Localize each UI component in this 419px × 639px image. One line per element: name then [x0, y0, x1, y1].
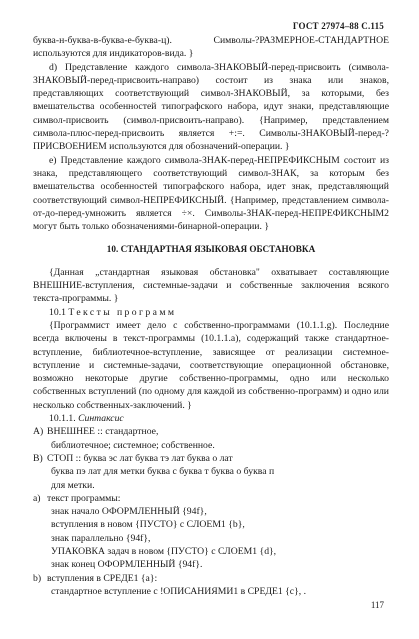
- subsection-heading: [33, 306, 389, 319]
- rule-mark: B): [33, 452, 43, 464]
- rule-mark: b): [33, 572, 42, 584]
- rule-text: вступления в новом {ПУСТО} с СЛОЕМ1 {b},: [51, 519, 245, 531]
- rule-line: [33, 479, 389, 492]
- rule-line: [33, 505, 389, 518]
- paragraph-e: е) Представление каждого символа-ЗНАК-перед-НЕПРЕФИКСНЫМ состоит из знака, представляющего соответствующий символ-ЗНАК, за которым без вмешательства особенностей типографского набора, идет знак, представляющий соответствующий символ-НЕПРЕФИКСНЫЙ. {Например, представлением символа-от-до-перед-умножить является ÷×. Символы-ЗНАК-перед-НЕПРЕФИКСНЫМ2 могут быть только обозначениями-бинарной-операции. }: [33, 154, 389, 233]
- rule-line: [33, 545, 389, 558]
- rule-line: [33, 585, 389, 598]
- rule-line: [33, 572, 389, 585]
- rule-text: библиотечное; системное; собственное.: [51, 439, 215, 451]
- rule-line: [33, 439, 389, 452]
- rule-text: знак начало ОФОРМЛЕННЫЙ {94f},: [51, 506, 207, 518]
- rule-text: знак конец ОФОРМЛЕННЫЙ {94f}.: [51, 559, 203, 571]
- rule-line: [33, 558, 389, 571]
- paragraph-continuation: буква-н-буква-в-буква-е-буква-ц). Символы-?РАЗМЕРНОЕ-СТАНДАРТНОЕ используются для индикаторов-вида. }: [33, 35, 389, 60]
- rule-text: буква пэ лат для метки буква с буква т буква о буква п: [51, 466, 275, 478]
- syntax-label: Синтаксис: [78, 413, 124, 425]
- rule-mark: A): [33, 426, 44, 438]
- paragraph-d: d) Представление каждого символа-ЗНАКОВЫЙ-перед-присвоить (символа-ЗНАКОВЫЙ-перед-присвоить-направо) состоит из знака или знаков, представляющих соответствующий символ-ЗНАКОВЫЙ, за которыми, без вмешательства особенностей типографского набора, идут знаки, представляющие символ-присвоить (символ-присвоить-направо). {Например, представлением символа-плюс-перед-присвоить является +:=. Символы-ЗНАКОВЫЙ-перед-?ПРИСВОЕНИЕМ используются для обозначений-операции. }: [33, 61, 389, 153]
- section-title: 10. СТАНДАРТНАЯ ЯЗЫКОВАЯ ОБСТАНОВКА: [106, 244, 316, 255]
- rule-text: для метки.: [51, 479, 95, 491]
- subsection-number: 10.1: [49, 306, 66, 318]
- syntax-rules: [33, 425, 389, 598]
- rule-text: вступления в СРЕДЕ1 {а}:: [47, 572, 158, 584]
- rule-text: ВНЕШНЕЕ :: стандартное,: [47, 426, 159, 438]
- rule-mark: a): [33, 492, 41, 504]
- rule-text: СТОП :: буква эс лат буква тэ лат буква о лат: [47, 452, 233, 464]
- page-body: [33, 34, 389, 598]
- rule-text: знак параллельно {94f},: [51, 532, 151, 544]
- rule-line: [33, 452, 389, 465]
- rule-line: [33, 492, 389, 505]
- rule-line: [33, 518, 389, 531]
- rule-text: стандартное вступление с !ОПИСАНИЯМИ1 в СРЕДЕ1 {с}, .: [51, 585, 307, 597]
- rule-line: [33, 532, 389, 545]
- rule-line: [33, 465, 389, 478]
- page-header: ГОСТ 27974–88 С.115: [292, 21, 384, 31]
- rule-text: УПАКОВКА задач в новом {ПУСТО} с СЛОЕМ1 {d},: [51, 545, 277, 557]
- rule-text: текст программы:: [47, 492, 121, 504]
- paragraph-intro: {Данная „стандартная языковая обстановка" охватывает составляющие ВНЕШНИЕ-вступления, системные-задачи и собственные заключения всякого текста-программы. }: [33, 266, 389, 305]
- syntax-heading: [33, 412, 389, 425]
- paragraph-programs: {Программист имеет дело с собственно-программами (10.1.1.g). Последние всегда включены в текст-программы (10.1.1.а), содержащий также стандартное-вступление, библиотечное-вступление, зависящее от реализации системное-вступление и системные-задачи, соответствующие операционной обстановке, возможно некоторые другие собственно-программы, одно или несколько собственных вступлений (по одному для каждой из собственно-программ) и одно или несколько собственных-заключений. }: [33, 319, 389, 411]
- page-number: 117: [370, 600, 384, 610]
- rule-line: [33, 425, 389, 438]
- subsection-title: Тексты программ: [68, 306, 177, 318]
- syntax-number: 10.1.1.: [49, 413, 76, 425]
